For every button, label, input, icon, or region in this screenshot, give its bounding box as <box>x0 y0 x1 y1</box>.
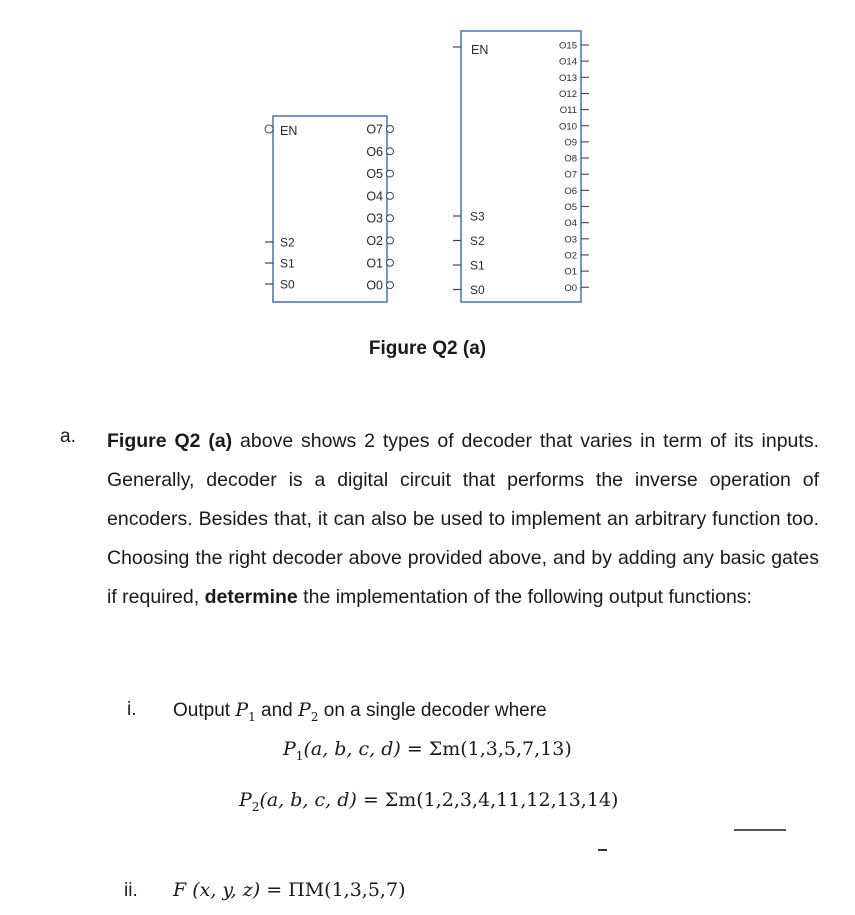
decoder-4to16-output-label: O1 <box>564 266 577 278</box>
part-i-number: i. <box>127 699 137 720</box>
decoder-4to16-enable-label: EN <box>471 43 489 57</box>
part-i-intro: Output $P_1$ and $P_2$ on a single decoder where <box>173 699 547 724</box>
figure-caption: Figure Q2 (a) <box>368 338 487 359</box>
decoder-4to16-output-label: O9 <box>564 137 577 149</box>
decoder-3to8-output-bubble <box>387 170 394 177</box>
equation-p1: $P_1(a$, b, c, d) = Σm(1,3,5,7,13) <box>283 738 572 763</box>
decoder-4to16-output-label: O8 <box>564 153 577 165</box>
decoder-3to8-output-bubble <box>387 215 394 222</box>
decoder-3to8-output-label: O1 <box>366 256 383 271</box>
decoder-4to16-output-label: O2 <box>564 250 577 262</box>
decoder-3to8-output-label: O6 <box>366 144 383 159</box>
decoder-3to8-output-bubble <box>387 192 394 199</box>
decoder-3to8-enable-bubble <box>265 125 273 133</box>
decoder-3to8-output-label: O5 <box>366 167 383 182</box>
decoder-3to8-output-bubble <box>387 126 394 133</box>
decoder-4to16 <box>453 31 589 302</box>
question-text-2: the implementation of the following output functions: <box>297 586 752 608</box>
decoder-4to16-output-label: O10 <box>559 121 577 133</box>
question-text-1: above shows 2 types of decoder that varies in term of its inputs. Generally, decoder is a digital circuit that performs the inverse operation of encoders. Besides that, it can also be used to implement an arbitrary function too. Choosing the right decoder above provided above, and by adding any basic gates if required, <box>107 430 819 608</box>
question-emphasis: determine <box>204 586 298 608</box>
question-paragraph <box>107 422 819 617</box>
decoder-3to8-output-label: O7 <box>366 122 383 137</box>
decoder-4to16-input-label: S2 <box>470 234 485 248</box>
decoder-3to8-output-bubble <box>387 237 394 244</box>
decoder-3to8-enable-label: EN <box>280 124 298 138</box>
decoder-figure <box>0 0 855 330</box>
equation-f: F (x, y, z) = ΠM(1,3,5,7) <box>173 879 406 901</box>
figure-reference: Figure Q2 (a) <box>107 430 233 452</box>
equation-p2: $P_2(a$, b, c, d) = Σm(1,2,3,4,11,12,13,14) <box>239 789 619 814</box>
decoder-4to16-input-label: S0 <box>470 283 485 297</box>
scan-mark <box>598 849 607 851</box>
decoder-4to16-output-label: O14 <box>559 56 577 68</box>
decoder-4to16-output-label: O12 <box>559 88 577 100</box>
decoder-4to16-input-label: S1 <box>470 258 485 273</box>
scan-mark <box>734 829 786 831</box>
decoder-3to8-input-label: S0 <box>280 277 295 292</box>
decoder-3to8 <box>265 116 394 302</box>
decoder-3to8-output-label: O0 <box>366 278 383 293</box>
decoder-4to16-output-label: O7 <box>564 169 577 181</box>
part-ii-number: ii. <box>124 880 138 901</box>
decoder-3to8-output-label: O2 <box>366 234 383 248</box>
decoder-3to8-input-label: S2 <box>280 235 295 250</box>
decoder-4to16-output-label: O13 <box>559 72 577 84</box>
decoder-3to8-output-bubble <box>387 259 394 266</box>
decoder-4to16-output-label: O4 <box>564 218 577 230</box>
decoder-3to8-output-bubble <box>387 282 394 289</box>
question-number: a. <box>60 426 76 447</box>
decoder-4to16-output-label: O0 <box>564 282 577 294</box>
decoder-4to16-input-label: S3 <box>470 209 485 224</box>
decoder-4to16-output-label: O3 <box>564 234 577 246</box>
decoder-4to16-output-label: O11 <box>559 105 577 117</box>
decoder-3to8-input-label: S1 <box>280 256 295 271</box>
decoder-3to8-output-label: O4 <box>366 189 383 204</box>
decoder-4to16-output-label: O5 <box>564 202 577 213</box>
decoder-3to8-output-label: O3 <box>366 211 383 226</box>
decoder-4to16-output-label: O6 <box>564 185 577 197</box>
decoder-4to16-output-label: O15 <box>559 40 577 52</box>
decoder-3to8-output-bubble <box>387 148 394 155</box>
